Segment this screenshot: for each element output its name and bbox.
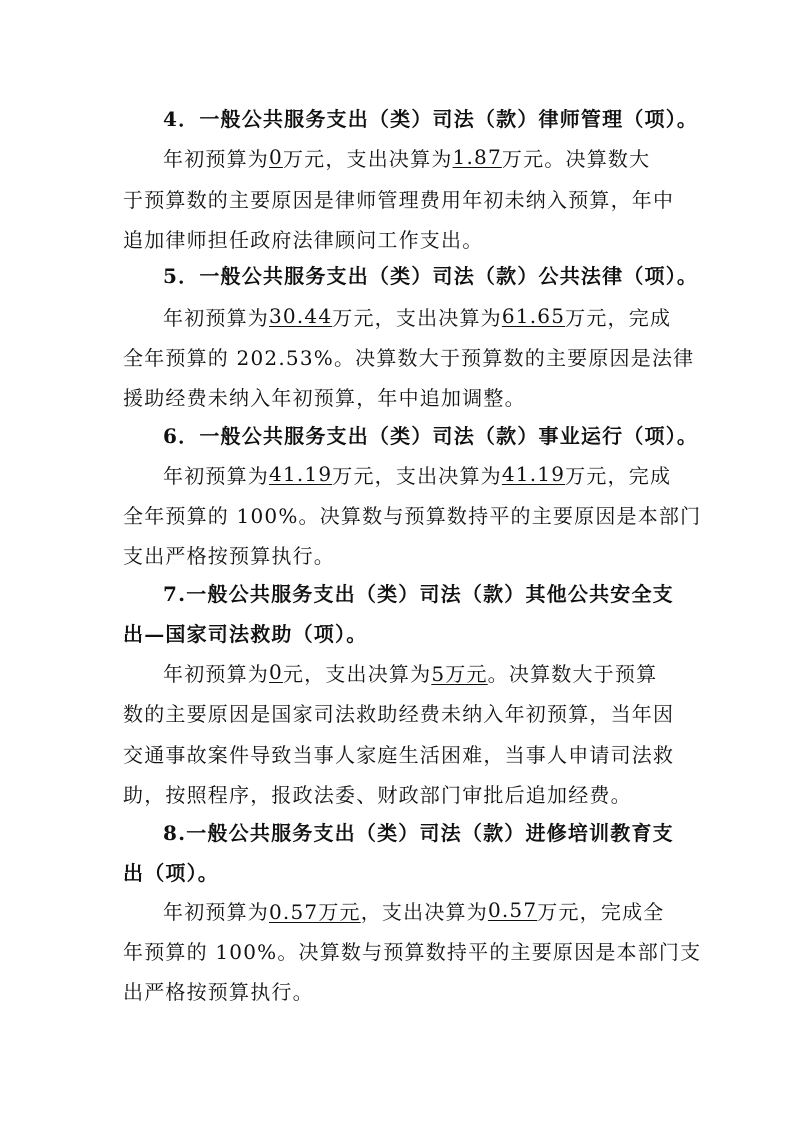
section-8-paragraph-line: 出严格按预算执行。 bbox=[123, 979, 314, 1004]
section-4-paragraph-line: 于预算数的主要原因是律师管理费用年初未纳入预算，年中 bbox=[123, 187, 675, 212]
section-7-heading: 7.一般公共服务支出（类）司法（款）其他公共安全支 bbox=[163, 581, 674, 606]
section-6-paragraph-line: 支出严格按预算执行。 bbox=[123, 543, 335, 568]
section-6-heading: 6．一般公共服务支出（类）司法（款）事业运行（项）。 bbox=[163, 423, 699, 448]
section-7-heading-continued: 出—国家司法救助（项）。 bbox=[123, 621, 368, 646]
section-8-heading: 8.一般公共服务支出（类）司法（款）进修培训教育支 bbox=[163, 820, 674, 845]
section-8-paragraph-line: 年预算的 100%。决算数与预算数持平的主要原因是本部门支 bbox=[123, 939, 702, 964]
section-4-paragraph-line: 追加律师担任政府法律顾问工作支出。 bbox=[123, 227, 484, 252]
section-6-paragraph-line: 全年预算的 100%。决算数与预算数持平的主要原因是本部门 bbox=[123, 503, 702, 528]
section-8-paragraph-line: 年初预算为 0.57万元 ，支出决算为 0.57 万元，完成全 bbox=[163, 898, 665, 924]
section-5-heading: 5．一般公共服务支出（类）司法（款）公共法律（项）。 bbox=[163, 263, 699, 288]
section-4-heading: 4．一般公共服务支出（类）司法（款）律师管理（项）。 bbox=[163, 106, 699, 131]
section-8-heading-continued: 出（项）。 bbox=[123, 860, 219, 885]
section-5-paragraph-line: 年初预算为 30.44 万元，支出决算为 61.65 万元，完成 bbox=[163, 304, 672, 330]
section-5-paragraph-line: 援助经费未纳入年初预算，年中追加调整。 bbox=[123, 385, 526, 410]
section-7-paragraph-line: 助，按照程序，报政法委、财政部门审批后追加经费。 bbox=[123, 782, 632, 807]
section-7-paragraph-line: 交通事故案件导致当事人家庭生活困难，当事人申请司法救 bbox=[123, 742, 675, 767]
section-7-paragraph-line: 年初预算为 0 元，支出决算为 5万元 。决算数大于预算 bbox=[163, 660, 658, 686]
section-6-paragraph-line: 年初预算为 41.19 万元，支出决算为 41.19 万元，完成 bbox=[163, 462, 672, 488]
section-5-paragraph-line: 全年预算的 202.53%。决算数大于预算数的主要原因是法律 bbox=[123, 345, 695, 370]
section-7-paragraph-line: 数的主要原因是国家司法救助经费未纳入年初预算，当年因 bbox=[123, 701, 675, 726]
section-4-paragraph-line: 年初预算为 0 万元，支出决算为 1.87 万元。决算数大 bbox=[163, 145, 651, 171]
